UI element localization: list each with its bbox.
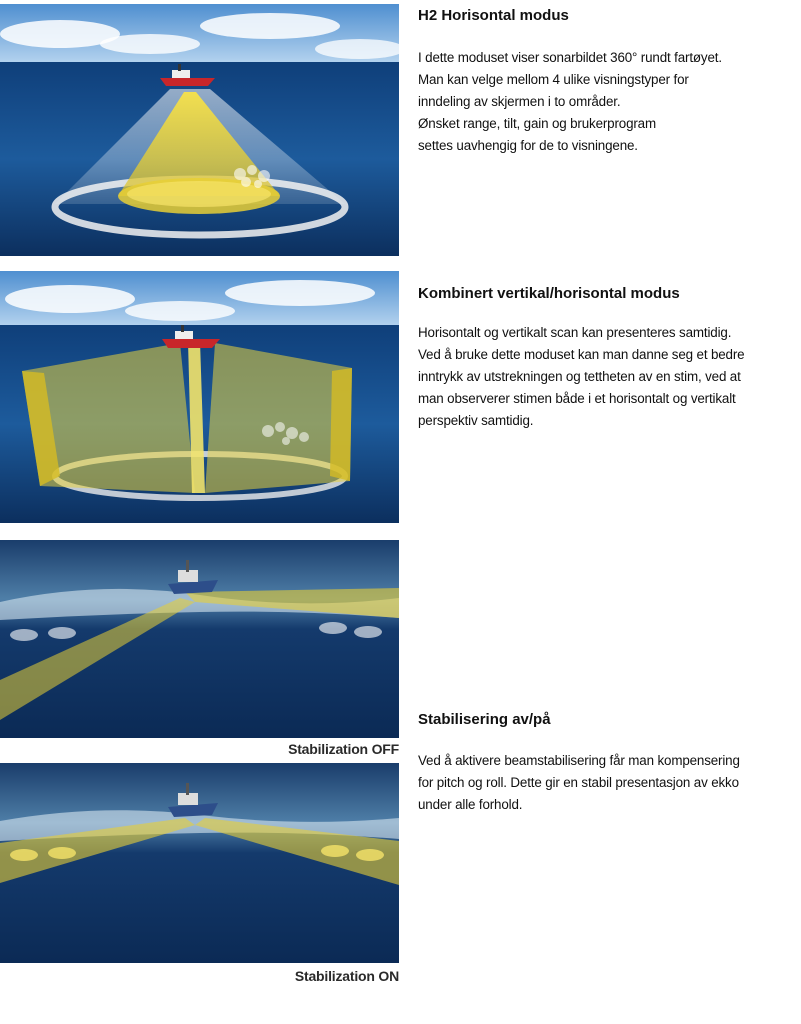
text-line: Ved å aktivere beamstabilisering får man kompensering	[418, 753, 740, 768]
text-line: under alle forhold.	[418, 797, 523, 812]
text-line: Man kan velge mellom 4 ulike visningstyper for	[418, 72, 689, 87]
paragraph-horizontal-mode	[418, 47, 794, 157]
combined-mode-illustration	[0, 271, 399, 523]
heading-combined-mode: Kombinert vertikal/horisontal modus	[418, 285, 680, 302]
caption-stabilization-off: Stabilization OFF	[288, 741, 399, 757]
stabilization-on-illustration	[0, 763, 399, 963]
paragraph-stabilization	[418, 750, 794, 816]
text-line: perspektiv samtidig.	[418, 413, 534, 428]
horizontal-mode-illustration	[0, 4, 399, 256]
text-line: Ved å bruke dette moduset kan man danne seg et bedre	[418, 347, 745, 362]
text-line: inntrykk av utstrekningen og tettheten av en stim, ved at	[418, 369, 741, 384]
caption-stabilization-on: Stabilization ON	[294, 968, 399, 984]
heading-horizontal-mode: H2 Horisontal modus	[418, 7, 569, 24]
text-line: man observerer stimen både i et horisontalt og vertikalt	[418, 391, 736, 406]
text-line: I dette moduset viser sonarbildet 360° rundt fartøyet.	[418, 50, 722, 65]
text-line: settes uavhengig for de to visningene.	[418, 138, 638, 153]
text-line: inndeling av skjermen i to områder.	[418, 94, 621, 109]
heading-stabilization: Stabilisering av/på	[418, 711, 551, 728]
text-line: for pitch og roll. Dette gir en stabil presentasjon av ekko	[418, 775, 739, 790]
stabilization-off-illustration	[0, 540, 399, 738]
text-line: Horisontalt og vertikalt scan kan presenteres samtidig.	[418, 325, 732, 340]
text-line: Ønsket range, tilt, gain og brukerprogram	[418, 116, 656, 131]
paragraph-combined-mode	[418, 322, 794, 432]
